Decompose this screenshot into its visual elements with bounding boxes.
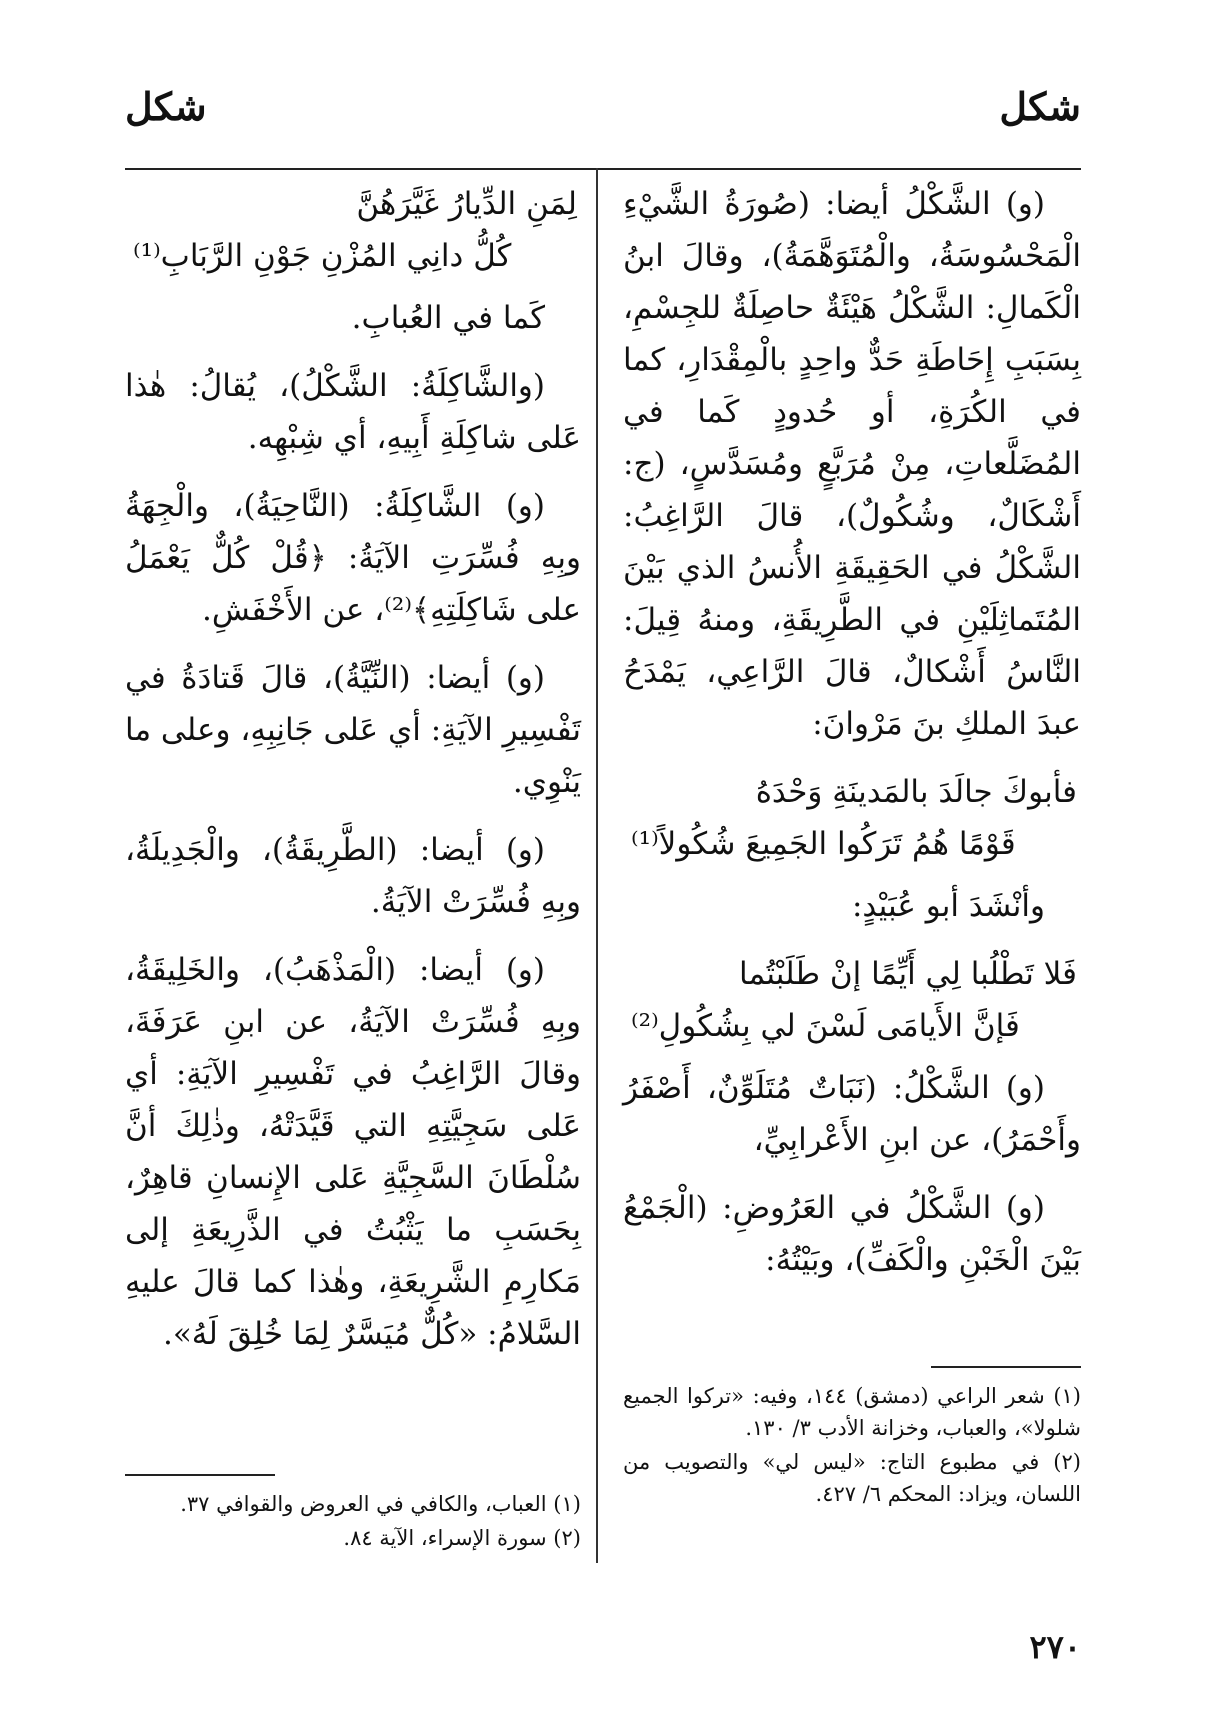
paragraph: وأنْشَدَ أبو عُبَيْدٍ: [851, 888, 1045, 924]
right-column [623, 178, 1081, 1302]
header-title-right: شكل [999, 84, 1081, 129]
paragraph: (والشَّاكِلَةُ: الشَّكْلُ)، يُقالُ: هٰذا عَلى شاكِلَةِ أَبِيهِ، أي شِبْهِه. [125, 368, 581, 456]
verse-hemistich: قَوْمًا هُمُ تَرَكُوا الجَمِيعَ شُكُولاً⁽¹⁾ [631, 826, 1016, 862]
footnote: (١) شعر الراعي (دمشق) ١٤٤، وفيه: «تركوا الجميع شلولا»، والعباب، وخزانة الأدب ٣/ ١٣٠. [623, 1384, 1081, 1440]
right-footnotes [623, 1380, 1081, 1512]
paragraph: (و) الشَّكْلُ في العَرُوضِ: (الْجَمْعُ بَيْنَ الْخَبْنِ والْكَفِّ)، وبَيْتُهُ: [623, 1190, 1081, 1278]
paragraph: (و) أيضا: (الطَّرِيقَةُ)، والْجَدِيلَةُ، وبِهِ فُسِّرَتْ الآيَةُ. [125, 832, 581, 920]
page-number: ٢٧٠ [1029, 1628, 1081, 1666]
verse-hemistich: فَإنَّ الأَيامَى لَسْنَ لي بِشُكُولِ⁽²⁾ [631, 1008, 1020, 1044]
paragraph: كَما في العُبابِ. [351, 300, 545, 336]
paragraph: (و) أيضا: (الْمَذْهَبُ)، والخَلِيقَةُ، وبِهِ فُسِّرَتْ الآيَةُ، عن ابنِ عَرَفَةَ، وقالَ الرَّاغِبُ في تَفْسِيرِ الآيَةِ: أي عَلى سَجِيَّتِهِ التي قَيَّدَتْهُ، وذٰلِكَ أنَّ سُلْطَانَ السَّجِيَّةِ عَلى الإِنسانِ قاهِرٌ، بِحَسَبِ ما يَثْبُتُ في الذَّرِيعَةِ إلى مَكارِمِ الشَّرِيعَةِ، وهٰذا كما قالَ عليهِ السَّلامُ: «كُلٌّ مُيَسَّرٌ لِمَا خُلِقَ لَهُ». [125, 952, 581, 1352]
footnote: (٢) في مطبوع التاج: «ليس لي» والتصويب من اللسان، ويزاد: المحكم ٦/ ٤٢٧. [623, 1450, 1081, 1506]
header-title-left: شكل [125, 84, 207, 129]
footnote-rule [125, 1474, 275, 1476]
header-rule [125, 168, 1081, 170]
paragraph: (و) الشَّكْلُ أيضا: (صُورَةُ الشَّيْءِ الْمَحْسُوسَةُ، والْمُتَوَهَّمَةُ)، وقالَ ابنُ الْكَمالِ: الشَّكْلُ هَيْئَةٌ حاصِلَةٌ للجِسْمِ، بِسَبَبِ إِحَاطَةِ حَدٌّ واحِدٍ بالْمِقْدَارِ، كما في الكُرَةِ، أو حُدودٍ كَما في المُضَلَّعاتِ، مِنْ مُرَبَّعٍ ومُسَدَّسٍ، (ج: أَشْكَالٌ، وشُكُولٌ)، قالَ الرَّاغِبُ: الشَّكْلُ في الحَقِيقَةِ الأُنسُ الذي بَيْنَ المُتَماثِلَيْنِ في الطَّرِيقَةِ، ومنهُ قِيلَ: النَّاسُ أَشْكالٌ، قالَ الرَّاعِي، يَمْدَحُ عبدَ الملكِ بنَ مَرْوانَ: [623, 186, 1081, 742]
footnote: (١) العباب، والكافي في العروض والقوافي ٣٧. [180, 1492, 581, 1516]
paragraph: (و) الشَّاكِلَةُ: (النَّاحِيَةُ)، والْجِهَةُ وبِهِ فُسِّرَتِ الآيَةُ: ﴿قُلْ كُلٌّ يَعْمَلُ على شَاكِلَتِهِ﴾⁽²⁾، عن الأَخْفَشِ. [125, 488, 581, 628]
verse-hemistich: كُلُّ دانِي المُزْنِ جَوْنِ الرَّبَابِ⁽¹⁾ [133, 238, 512, 274]
verse [623, 948, 1081, 1052]
verse [623, 766, 1081, 870]
footnote: (٢) سورة الإسراء، الآية ٨٤. [343, 1526, 581, 1550]
verse-hemistich: فأبوكَ جالَدَ بالمَدينَةِ وَحْدَهُ [755, 774, 1077, 810]
left-footnotes [125, 1488, 581, 1556]
verse-hemistich: فَلا تَطْلُبا لِي أَيِّمًا إنْ طَلَبْتُما [739, 956, 1077, 992]
paragraph: (و) أيضا: (النِّيَّةُ)، قالَ قَتادَةُ في تَفْسِيرِ الآيَةِ: أي عَلى جَانِبِهِ، وعلى ما يَنْوِي. [125, 660, 581, 800]
left-column [125, 178, 581, 1376]
column-divider [596, 168, 598, 1563]
verse [125, 178, 581, 282]
verse-hemistich: لِمَنِ الدِّيارُ غَيَّرَهُنَّ [356, 186, 577, 222]
paragraph: (و) الشَّكْلُ: (نَبَاتٌ مُتَلَوِّنٌ، أَصْفَرُ وأَحْمَرُ)، عن ابنِ الأَعْرابِيِّ، [623, 1070, 1081, 1158]
footnote-rule [931, 1366, 1081, 1368]
